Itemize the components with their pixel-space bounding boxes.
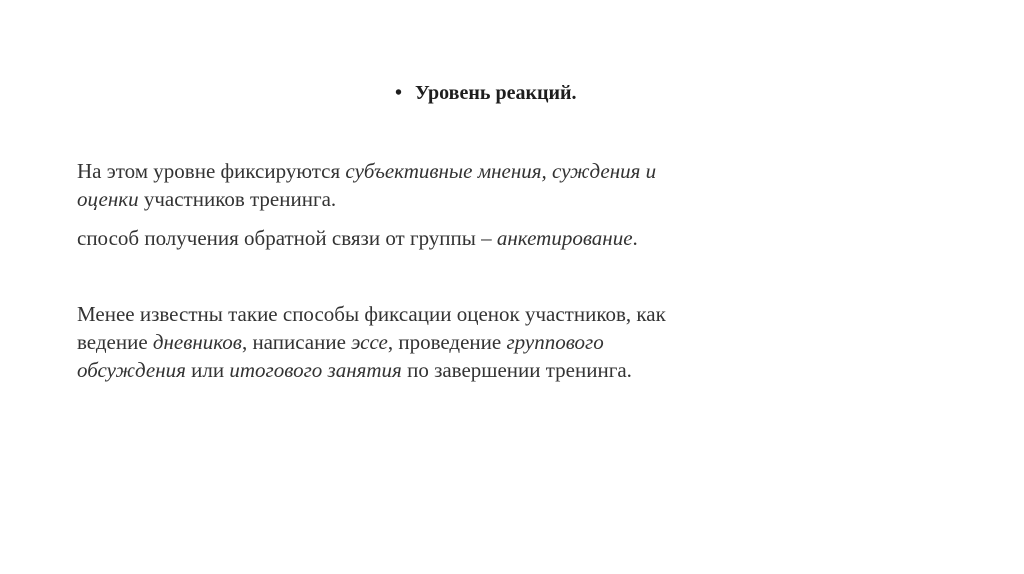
paragraph-reactions-level (77, 157, 656, 213)
paragraph-feedback-method (77, 224, 638, 252)
italic-segment: группового (506, 330, 604, 354)
text-segment: Менее известны такие способы фиксации оценок участников, как (77, 302, 666, 326)
italic-segment: анкетирование (496, 226, 633, 250)
italic-segment: обсуждения (77, 358, 186, 382)
heading-text: Уровень реакций. (415, 82, 577, 104)
text-segment: , проведение (387, 330, 507, 354)
text-segment: участников тренинга. (138, 187, 337, 211)
slide-heading (395, 82, 577, 105)
text-segment: . (632, 226, 638, 250)
text-segment: или (185, 358, 230, 382)
text-segment: по завершении тренинга. (401, 358, 632, 382)
italic-segment: эссе (351, 330, 388, 354)
text-segment: ведение (77, 330, 153, 354)
italic-segment: итогового занятия (229, 358, 402, 382)
text-segment: На этом уровне фиксируются (77, 159, 346, 183)
italic-segment: субъективные мнения, суждения и (345, 159, 657, 183)
paragraph-other-methods (77, 300, 666, 384)
text-segment: , написание (241, 330, 352, 354)
bullet-icon: • (395, 82, 403, 104)
italic-segment: оценки (77, 187, 139, 211)
text-segment: способ получения обратной связи от группы – (77, 226, 497, 250)
italic-segment: дневников (152, 330, 242, 354)
